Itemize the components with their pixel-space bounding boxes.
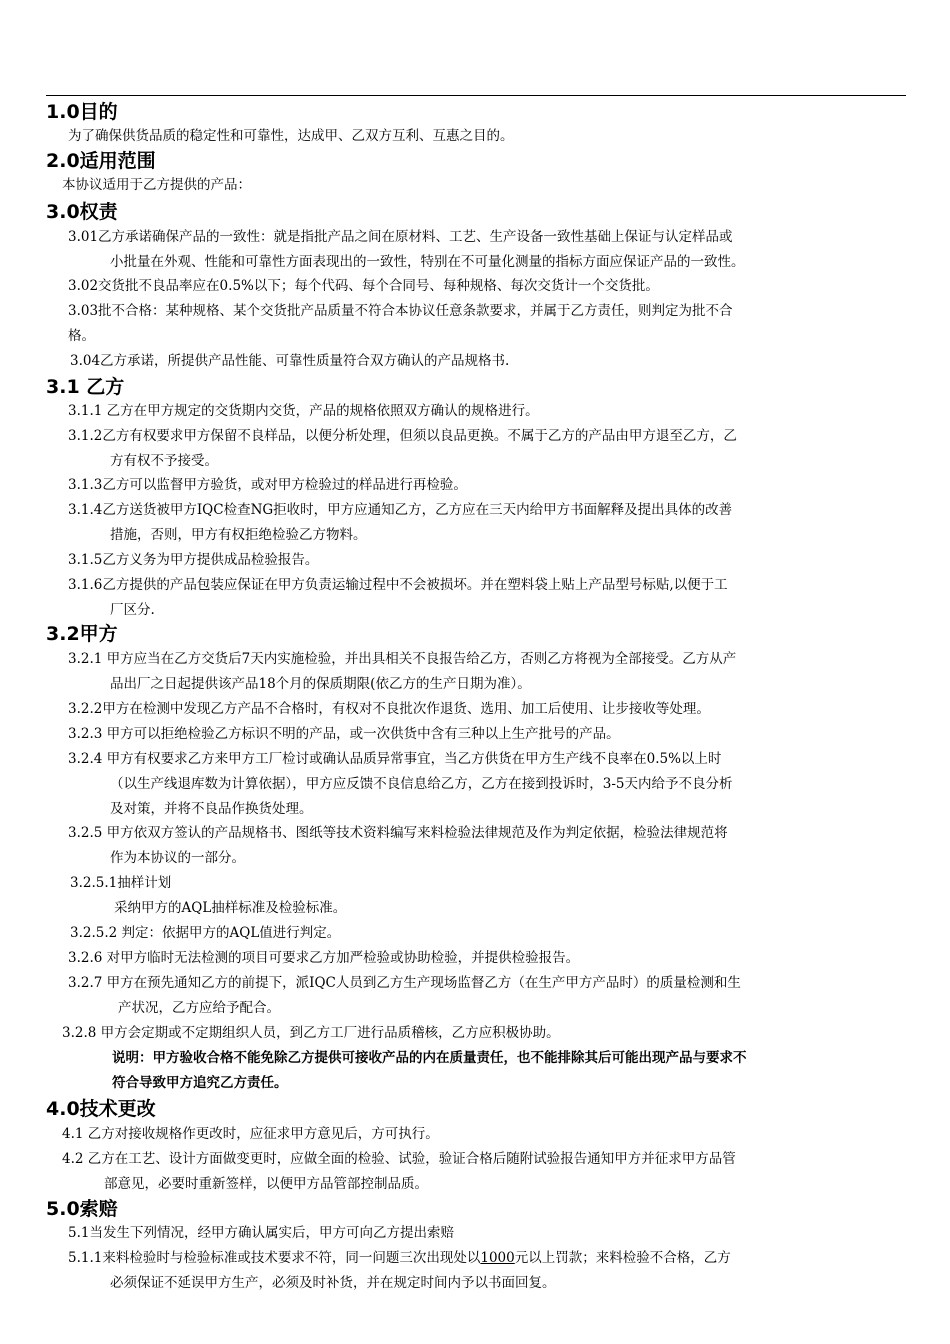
header-rule [46, 95, 906, 96]
clause-3-1-4: 3.1.4乙方送货被甲方IQC检查NG拒收时，甲方应通知乙方，乙方应在三天内给甲方书面解释及提出具体的改善 措施，否则，甲方有权拒绝检验乙方物料。 [68, 502, 733, 543]
section-heading-scope: 2.0适用范围 [46, 150, 156, 172]
acceptance-note: 说明：甲方验收合格不能免除乙方提供可接收产品的内在质量责任，也不能排除其后可能出现产品与要求不 符合导致甲方追究乙方责任。 [112, 1050, 747, 1091]
clause-3-1-6: 3.1.6乙方提供的产品包装应保证在甲方负责运输过程中不会被损坏。并在塑料袋上贴上产品型号标贴,以便于工 厂区分. [68, 577, 728, 618]
clause-5-1: 5.1当发生下列情况，经甲方确认属实后，甲方可向乙方提出索赔 [68, 1225, 454, 1241]
section-heading-party-a: 3.2甲方 [46, 623, 118, 645]
purpose-text: 为了确保供货品质的稳定性和可靠性，达成甲、乙双方互利、互惠之目的。 [68, 128, 514, 144]
clause-3-01: 3.01乙方承诺确保产品的一致性：就是指批产品之间在原材料、工艺、生产设备一致性基础上保证与认定样品或 小批量在外观、性能和可靠性方面表现出的一致性，特别在不可量化测量的指标方面应保证产品的一致性。 [68, 229, 745, 270]
clause-3-2-6: 3.2.6 对甲方临时无法检测的项目可要求乙方加严检验或协助检验，并提供检验报告。 [68, 950, 580, 966]
clause-3-2-4: 3.2.4 甲方有权要求乙方来甲方工厂检讨或确认品质异常事宜，当乙方供货在甲方生产线不良率在0.5%以上时 （以生产线退库数为计算依据），甲方应反馈不良信息给乙方，乙方在接到投诉时，3-5天内给予不良分析 及对策，并将不良品作换货处理。 [68, 751, 733, 817]
section-heading-tech-change: 4.0技术更改 [46, 1098, 156, 1120]
clause-3-2-5-2: 3.2.5.2 判定：依据甲方的AQL值进行判定。 [70, 925, 341, 941]
section-heading-claims: 5.0索赔 [46, 1198, 118, 1220]
penalty-amount: 1000 [480, 1250, 515, 1266]
section-heading-party-b: 3.1 乙方 [46, 376, 125, 398]
clause-5-1-1: 5.1.1来料检验时与检验标准或技术要求不符，同一问题三次出现处以1000元以上罚款；来料检验不合格，乙方 必须保证不延误甲方生产，必须及时补货，并在规定时间内予以书面回复。 [68, 1250, 731, 1291]
clause-3-2-1: 3.2.1 甲方应当在乙方交货后7天内实施检验，并出具相关不良报告给乙方，否则乙方将视为全部接受。乙方从产 品出厂之日起提供该产品18个月的保质期限(依乙方的生产日期为准）。 [68, 651, 737, 692]
clause-3-1-5: 3.1.5乙方义务为甲方提供成品检验报告。 [68, 552, 319, 568]
clause-3-1-1: 3.1.1 乙方在甲方规定的交货期内交货，产品的规格依照双方确认的规格进行。 [68, 403, 539, 419]
clause-3-2-8: 3.2.8 甲方会定期或不定期组织人员，到乙方工厂进行品质稽核，乙方应积极协助。 [62, 1025, 560, 1041]
clause-3-2-2: 3.2.2甲方在检测中发现乙方产品不合格时，有权对不良批次作退货、选用、加工后使用、让步接收等处理。 [68, 701, 710, 717]
clause-3-03: 3.03批不合格：某种规格、某个交货批产品质量不符合本协议任意条款要求，并属于乙方责任，则判定为批不合 格。 [68, 303, 733, 344]
clause-3-2-7: 3.2.7 甲方在预先通知乙方的前提下，派IQC人员到乙方生产现场监督乙方（在生产甲方产品时）的质量检测和生 产状况，乙方应给予配合。 [68, 975, 741, 1016]
clause-3-2-5-1: 3.2.5.1抽样计划 采纳甲方的AQL抽样标准及检验标准。 [70, 875, 347, 916]
clause-3-02: 3.02交货批不良品率应在0.5%以下；每个代码、每个合同号、每种规格、每次交货计一个交货批。 [68, 278, 659, 294]
clause-3-04: 3.04乙方承诺，所提供产品性能、可靠性质量符合双方确认的产品规格书. [70, 353, 510, 369]
clause-4-1: 4.1 乙方对接收规格作更改时，应征求甲方意见后，方可执行。 [62, 1126, 439, 1142]
section-heading-responsibility: 3.0权责 [46, 201, 118, 223]
clause-5-1-1-text-b: 元以上罚款；来料检验不合格，乙方 [514, 1250, 731, 1266]
clause-3-2-5: 3.2.5 甲方依双方签认的产品规格书、图纸等技术资料编写来料检验法律规范及作为判定依据，检验法律规范将 作为本协议的一部分。 [68, 825, 728, 866]
scope-text: 本协议适用于乙方提供的产品： [62, 177, 251, 193]
clause-5-1-1-text-a: 5.1.1来料检验时与检验标准或技术要求不符，同一问题三次出现处以 [68, 1250, 481, 1266]
section-heading-purpose: 1.0目的 [46, 101, 118, 123]
clause-3-2-3: 3.2.3 甲方可以拒绝检验乙方标识不明的产品，或一次供货中含有三种以上生产批号的产品。 [68, 726, 620, 742]
clause-4-2: 4.2 乙方在工艺、设计方面做变更时，应做全面的检验、试验，验证合格后随附试验报告通知甲方并征求甲方品管 部意见，必要时重新签样，以便甲方品管部控制品质。 [62, 1151, 736, 1192]
clause-3-1-2: 3.1.2乙方有权要求甲方保留不良样品，以便分析处理，但须以良品更换。不属于乙方的产品由甲方退至乙方，乙 方有权不予接受。 [68, 428, 737, 469]
clause-3-1-3: 3.1.3乙方可以监督甲方验货，或对甲方检验过的样品进行再检验。 [68, 477, 467, 493]
